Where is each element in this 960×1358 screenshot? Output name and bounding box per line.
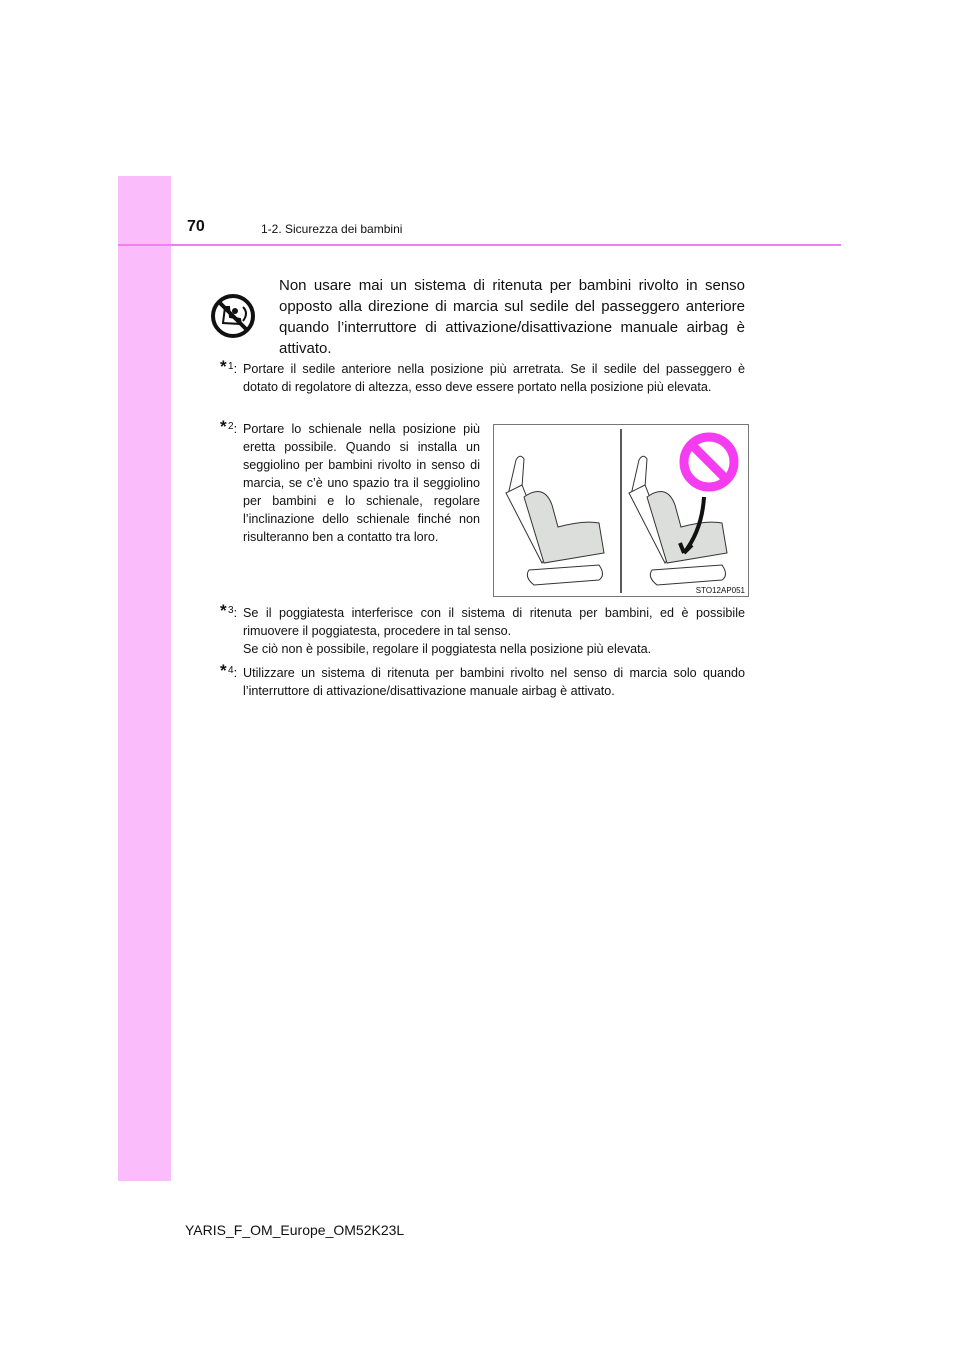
footnote-number: $^4$: [228,665,238,680]
footnote-number: $^3$: [228,605,238,620]
footnote-num-1: 1 [228,361,234,372]
footnote-num-4: 4 [228,665,234,676]
footnote-asterisk: * [220,661,227,680]
seatback-adjustment-figure [494,425,748,596]
footnote-num-2: 2 [228,421,234,432]
footnote-asterisk: * [220,357,227,376]
no-rear-facing-child-seat-icon [210,293,256,339]
seat-illustration [493,424,749,597]
footnote-2: Portare lo schienale nella posizione più eretta possibile. Quando si installa un seggiolino per bambini rivolto in senso di marcia, se c’è uno spazio tra il seggiolino per bambini e lo schienale, regolare l’inclinazione dello schienale finché non risulteranno ben a contatto tra loro. [243,422,480,544]
footnote-asterisk: * [220,601,227,620]
figure-code: STO12AP051 [695,586,745,595]
footnote-asterisk: * [220,417,227,436]
footnote-3-line-2: Se ciò non è possibile, regolare il poggiatesta nella posizione più elevata. [243,642,652,656]
chapter-sidebar [118,176,171,1181]
document-id: YARIS_F_OM_Europe_OM52K23L [185,1222,405,1238]
footnote-4: Utilizzare un sistema di ritenuta per bambini rivolto nel senso di marcia solo quando l’interruttore di attivazione/disattivazione manuale airbag è attivato. [243,666,745,698]
footnote-number: $^2$: [228,421,238,436]
footnote-number: $^1$: [228,361,238,376]
page-number: 70 [187,218,205,235]
warning-text: Non usare mai un sistema di ritenuta per bambini rivolto in senso opposto alla direzione di marcia sul sedile del passeggero anteriore quando l’interruttore di attivazione/disattivazione manuale airbag è attivato. [279,277,745,357]
footnote-3 [243,604,745,658]
footnote-1: Portare il sedile anteriore nella posizione più arretrata. Se il sedile del passeggero è dotato di regolatore di altezza, esso deve essere portato nella posizione più elevata. [243,362,745,394]
section-title: 1-2. Sicurezza dei bambini [261,222,403,236]
header-divider [118,244,841,246]
footnote-num-3: 3 [228,605,234,616]
footnote-3-line-1: Se il poggiatesta interferisce con il sistema di ritenuta per bambini, ed è possibile rimuovere il poggiatesta, procedere in tal senso. [243,606,745,638]
